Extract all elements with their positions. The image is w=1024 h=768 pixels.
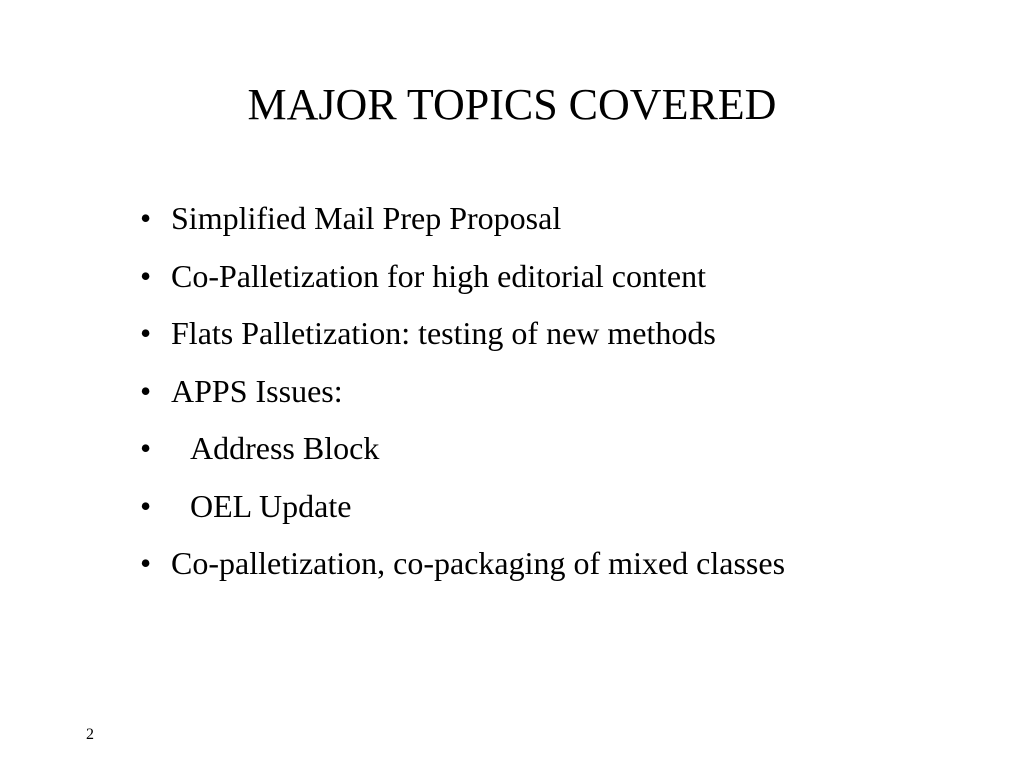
bullet-marker: • — [140, 430, 152, 466]
bullet-text: Co-palletization, co-packaging of mixed classes — [171, 545, 786, 581]
bullet-marker: • — [140, 315, 152, 351]
bullet-item — [140, 251, 1000, 309]
bullet-text: OEL Update — [190, 487, 352, 524]
bullet-item — [140, 193, 1000, 251]
bullet-text: APPS Issues: — [171, 372, 343, 409]
bullet-text: Co-Palletization for high editorial content — [171, 257, 706, 294]
bullet-marker: • — [140, 545, 152, 581]
bullet-item — [140, 538, 1000, 596]
bullet-marker: • — [140, 200, 152, 236]
bullet-text: Simplified Mail Prep Proposal — [171, 200, 562, 236]
page-number: 2 — [86, 726, 94, 743]
bullet-list — [140, 193, 1000, 596]
bullet-item — [140, 308, 1000, 366]
bullet-text: Flats Palletization: testing of new methods — [171, 315, 716, 351]
bullet-item — [140, 423, 1000, 481]
bullet-marker: • — [140, 372, 152, 409]
bullet-item — [140, 481, 1000, 539]
bullet-marker: • — [140, 487, 152, 524]
bullet-item — [140, 366, 1000, 424]
bullet-text: Address Block — [190, 430, 380, 466]
bullet-marker: • — [140, 257, 152, 294]
slide-title: MAJOR TOPICS COVERED — [247, 80, 777, 129]
